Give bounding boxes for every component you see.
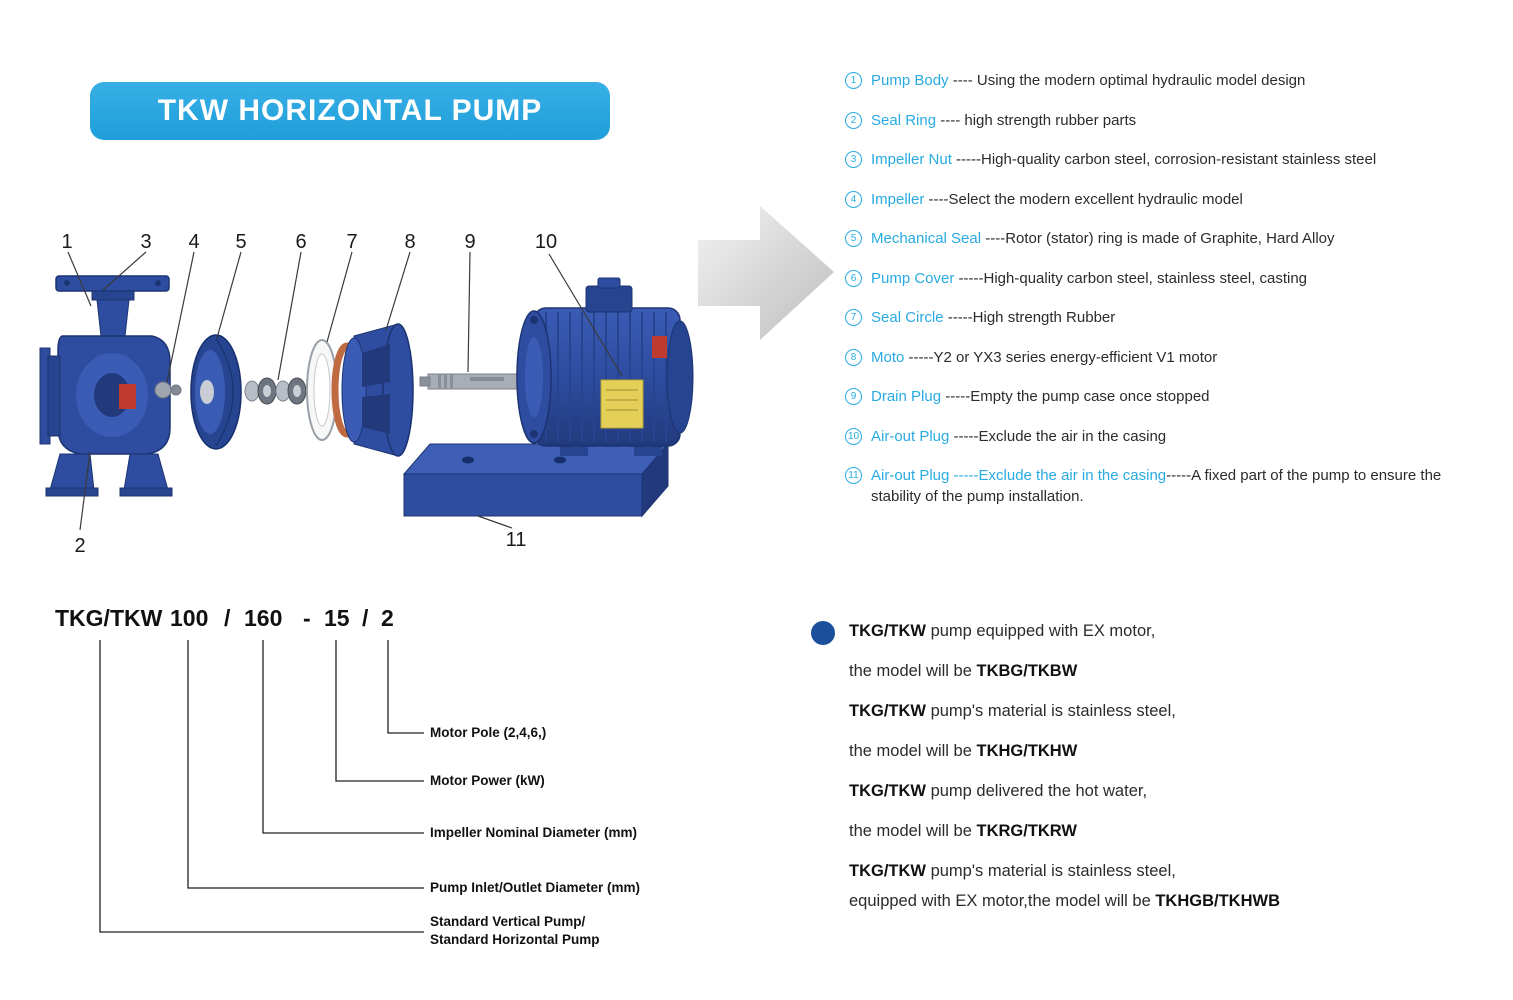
motor-nameplate [601, 380, 643, 428]
model-notes [849, 620, 1429, 930]
base-plate [404, 444, 668, 516]
part-list-item [845, 347, 1493, 368]
part-list-item [845, 307, 1493, 328]
pump-red-label [119, 384, 136, 409]
note-line: TKG/TKW pump's material is stainless steel, [849, 702, 1176, 720]
part-list-item [845, 110, 1493, 131]
part-number-badge: 8 [845, 349, 862, 366]
part-number-4: 4 [188, 231, 200, 253]
model-label-impeller-diameter: Impeller Nominal Diameter (mm) [430, 825, 638, 840]
part-description: -----High strength Rubber [943, 309, 1116, 326]
part-number-badge: 7 [845, 309, 862, 326]
part-name: Air-out Plug [871, 427, 950, 445]
part-number-badge: 6 [845, 270, 862, 287]
part-number-badge: 2 [845, 112, 862, 129]
part-description: -----Y2 or YX3 series energy-efficient V1 motor [904, 348, 1218, 366]
part-number-11: 11 [505, 529, 527, 551]
part-description: ----Rotor (stator) ring is made of Graphite, Hard Alloy [981, 230, 1335, 247]
part-name: Seal Circle [871, 309, 944, 326]
part-description: -----Exclude the air in the casing [949, 427, 1167, 445]
part-number-badge: 1 [845, 72, 862, 89]
part-list-item [845, 70, 1493, 91]
part-number-3: 3 [140, 231, 152, 253]
impeller [191, 335, 241, 449]
parts-list [845, 70, 1493, 526]
part-number-badge: 4 [845, 191, 862, 208]
part-name: Mechanical Seal [871, 230, 982, 247]
part-name: Air-out Plug -----Exclude the air in the casing [871, 467, 1167, 484]
part-number-badge: 3 [845, 151, 862, 168]
part-list-item [845, 465, 1493, 507]
pump-cover [342, 324, 413, 456]
part-description: ----Select the modern excellent hydraulic model [924, 190, 1243, 208]
model-label-motor-power: Motor Power (kW) [430, 773, 545, 788]
part-number-1: 1 [61, 231, 73, 253]
part-number-badge: 10 [845, 428, 862, 445]
model-label-standard-line1: Standard Vertical Pump/ [430, 914, 586, 929]
part-name: Pump Cover [871, 269, 955, 287]
part-description: -----A fixed part of the pump to ensure the stability of the pump installation. [871, 467, 1442, 505]
note-line: the model will be TKBG/TKBW [849, 662, 1078, 680]
seal-rings [245, 378, 306, 404]
note-line: the model will be TKHG/TKHW [849, 742, 1078, 760]
part-list-item [845, 149, 1493, 170]
pump-exploded-diagram [0, 190, 840, 570]
model-label-standard-line2: Standard Horizontal Pump [430, 932, 600, 947]
title-banner [90, 82, 610, 140]
part-list-item [845, 426, 1493, 447]
part-number-5: 5 [235, 231, 247, 253]
model-code-dash: - [303, 605, 311, 631]
part-name: Impeller [871, 190, 925, 208]
note-line: TKG/TKW pump equipped with EX motor, [849, 622, 1156, 640]
model-code-motor-pole: 2 [381, 605, 394, 631]
page-title: TKW HORIZONTAL PUMP [157, 94, 543, 127]
motor-red-label [652, 336, 667, 358]
part-name: Seal Ring [871, 111, 937, 129]
model-code-prefix: TKG/TKW [55, 605, 163, 631]
model-label-motor-pole: Motor Pole (2,4,6,) [430, 725, 547, 740]
part-number-2: 2 [74, 535, 86, 557]
pump-body [40, 276, 172, 496]
part-name: Drain Plug [871, 388, 942, 405]
part-number-10: 10 [534, 231, 558, 253]
model-code-slash-2: / [362, 605, 369, 631]
part-name: Moto [871, 348, 905, 366]
part-description: -----High-quality carbon steel, stainless steel, casting [954, 269, 1308, 287]
part-name: Impeller Nut [871, 151, 952, 168]
model-label-inlet-outlet: Pump Inlet/Outlet Diameter (mm) [430, 880, 641, 895]
part-description: -----Empty the pump case once stopped [941, 388, 1210, 405]
part-number-9: 9 [464, 231, 476, 253]
part-list-item [845, 189, 1493, 210]
part-number-6: 6 [295, 231, 307, 253]
part-description: ---- high strength rubber parts [936, 111, 1137, 129]
bullet-icon [811, 621, 835, 645]
impeller-nut [155, 382, 181, 398]
part-number-badge: 11 [845, 467, 862, 484]
note-line: equipped with EX motor,the model will be TKHGB/TKHWB [849, 892, 1280, 910]
model-code-impeller-diam: 160 [244, 605, 283, 631]
note-line: the model will be TKRG/TKRW [849, 822, 1077, 840]
part-description: -----High-quality carbon steel, corrosion-resistant stainless steel [951, 151, 1377, 168]
model-code-motor-power: 15 [324, 605, 350, 631]
part-name: Pump Body [871, 72, 949, 89]
note-line: TKG/TKW pump delivered the hot water, [849, 782, 1148, 800]
part-number-badge: 9 [845, 388, 862, 405]
model-code-inlet-diameter: 100 [170, 605, 209, 631]
part-list-item [845, 268, 1493, 289]
part-description: ---- Using the modern optimal hydraulic model design [948, 72, 1306, 89]
part-number-badge: 5 [845, 230, 862, 247]
note-line: TKG/TKW pump's material is stainless steel, [849, 862, 1176, 880]
part-number-7: 7 [346, 231, 358, 253]
flow-arrow-icon [698, 206, 834, 340]
part-number-8: 8 [404, 231, 416, 253]
part-list-item [845, 228, 1493, 249]
part-list-item [845, 386, 1493, 407]
motor [517, 278, 693, 456]
model-code-slash-1: / [224, 605, 231, 631]
